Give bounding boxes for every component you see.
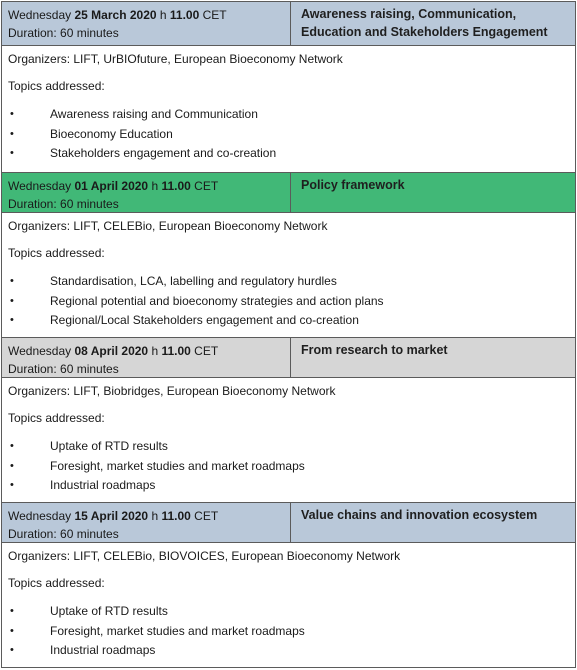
- session-block: [2, 172, 575, 337]
- session-date-cell: [2, 338, 291, 377]
- session-datetime: Wednesday 08 April 2020 h 11.00 CET: [8, 344, 219, 358]
- session-header: [2, 338, 575, 378]
- session-title: From research to market: [301, 343, 448, 357]
- session-header: [2, 173, 575, 213]
- session-datetime: Wednesday 01 April 2020 h 11.00 CET: [8, 179, 219, 193]
- bullet-icon: •: [10, 275, 14, 287]
- session-title: Value chains and innovation ecosystem: [301, 508, 538, 522]
- session-duration: Duration: 60 minutes: [8, 26, 119, 40]
- bullet-icon: •: [10, 644, 14, 656]
- bullet-icon: •: [10, 479, 14, 491]
- session-block: [2, 2, 575, 172]
- topic-item: • Industrial roadmaps: [8, 641, 575, 661]
- session-organizers: Organizers: LIFT, Biobridges, European Bioeconomy Network: [8, 384, 336, 398]
- session-organizers: Organizers: LIFT, CELEBio, BIOVOICES, European Bioeconomy Network: [8, 549, 401, 563]
- bullet-icon: •: [10, 314, 14, 326]
- session-date-cell: [2, 173, 291, 212]
- topics-list: [8, 105, 575, 164]
- topics-label: Topics addressed:: [8, 576, 105, 590]
- bullet-icon: •: [10, 127, 14, 140]
- bullet-icon: •: [10, 440, 14, 452]
- topic-item: • Industrial roadmaps: [8, 476, 575, 496]
- topic-item: • Standardisation, LCA, labelling and regulatory hurdles: [8, 272, 575, 292]
- session-date-cell: [2, 503, 291, 542]
- session-body: [2, 378, 575, 496]
- session-datetime: Wednesday 25 March 2020 h 11.00 CET: [8, 8, 227, 22]
- session-duration: Duration: 60 minutes: [8, 197, 119, 211]
- session-body: [2, 213, 575, 331]
- bullet-icon: •: [10, 624, 14, 637]
- session-organizers: Organizers: LIFT, CELEBio, European Bioeconomy Network: [8, 219, 328, 233]
- bullet-icon: •: [10, 605, 14, 617]
- topic-item: • Foresight, market studies and market roadmaps: [8, 457, 575, 477]
- session-duration: Duration: 60 minutes: [8, 362, 119, 376]
- session-header: [2, 503, 575, 543]
- topic-item: • Regional potential and bioeconomy strategies and action plans: [8, 292, 575, 312]
- topic-item: • Bioeconomy Education: [8, 125, 575, 145]
- topic-item: • Stakeholders engagement and co-creation: [8, 144, 575, 164]
- bullet-icon: •: [10, 108, 14, 120]
- topics-list: [8, 602, 575, 661]
- session-body: [2, 543, 575, 661]
- session-organizers: Organizers: LIFT, UrBIOfuture, European Bioeconomy Network: [8, 52, 343, 66]
- topic-item: • Awareness raising and Communication: [8, 105, 575, 125]
- session-title: Awareness raising, Communication, Education and Stakeholders Engagement: [301, 7, 548, 39]
- session-block: [2, 502, 575, 666]
- topics-label: Topics addressed:: [8, 246, 105, 260]
- webinar-schedule-table: [1, 1, 576, 668]
- topic-item: • Regional/Local Stakeholders engagement and co-creation: [8, 311, 575, 331]
- session-title: Policy framework: [301, 178, 405, 192]
- topics-list: [8, 272, 575, 331]
- bullet-icon: •: [10, 147, 14, 159]
- session-body: [2, 46, 575, 164]
- topics-label: Topics addressed:: [8, 411, 105, 425]
- topic-item: • Uptake of RTD results: [8, 602, 575, 622]
- topics-list: [8, 437, 575, 496]
- bullet-icon: •: [10, 459, 14, 472]
- session-datetime: Wednesday 15 April 2020 h 11.00 CET: [8, 509, 219, 523]
- session-block: [2, 337, 575, 502]
- session-date-cell: [2, 2, 291, 45]
- topic-item: • Uptake of RTD results: [8, 437, 575, 457]
- session-duration: Duration: 60 minutes: [8, 527, 119, 541]
- bullet-icon: •: [10, 294, 14, 307]
- session-header: [2, 2, 575, 46]
- topics-label: Topics addressed:: [8, 79, 105, 93]
- topic-item: • Foresight, market studies and market roadmaps: [8, 622, 575, 642]
